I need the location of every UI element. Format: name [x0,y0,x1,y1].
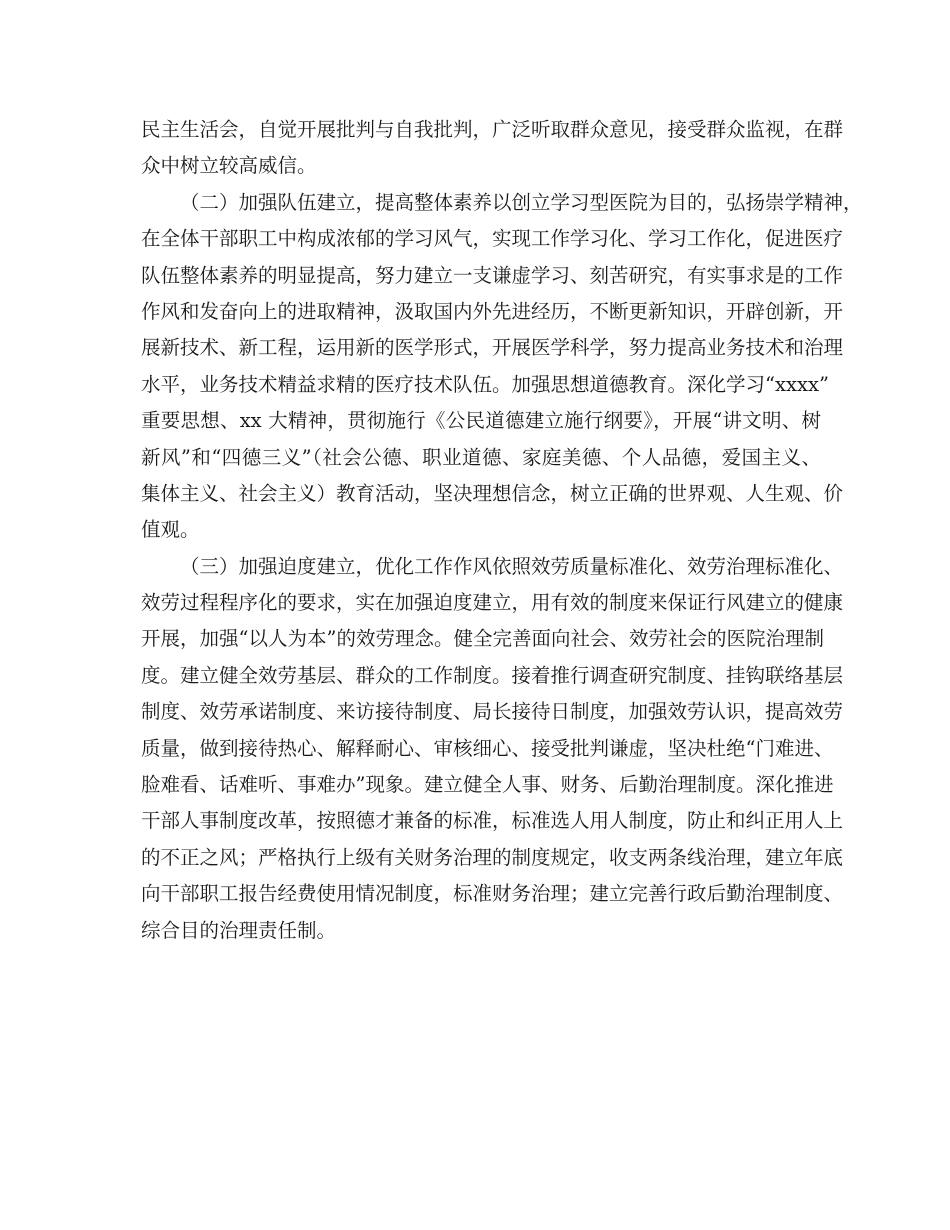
text-line: 新风”和“四德三义”（社会公德、职业道德、家庭美德、个人品德，爱国主义、 [141,445,821,469]
text-line: 集体主义、社会主义）教育活动，坚决理想信念，树立正确的世界观、人生观、价 [141,481,844,505]
text-line: 效劳过程程序化的要求，实在加强迫度建立，用有效的制度来保证行风建立的健康 [141,591,844,615]
text-line: 作风和发奋向上的进取精神，汲取国内外先进经历，不断更新知识，开辟创新，开 [141,299,844,323]
text-line: 质量，做到接待热心、解释耐心、审核细心、接受批判谦虚，坚决杜绝“门难进、 [141,736,834,760]
text-line: 在全体干部职工中构成浓郁的学习风气，实现工作学习化、学习工作化，促进医疗 [141,227,844,251]
paragraph-1 [141,112,844,185]
text-line: 干部人事制度改革，按照德才兼备的标准，标准选人用人制度，防止和纠正用人上 [141,809,844,833]
text-line: 重要思想、xx 大精神，贯彻施行《公民道德建立施行纲要》，开展“讲文明、树 [141,409,821,433]
text-line: 制度、效劳承诺制度、来访接待制度、局长接待日制度，加强效劳认识，提高效劳 [141,700,844,724]
text-line: （三）加强迫度建立，优化工作作风依照效劳质量标准化、效劳治理标准化、 [180,554,844,578]
text-line: 综合目的治理责任制。 [141,918,337,942]
text-line: 众中树立较高威信。 [141,154,317,178]
text-line: 的不正之风；严格执行上级有关财务治理的制度规定，收支两条线治理，建立年底 [141,845,844,869]
paragraph-2 [141,185,863,549]
text-line: 民主生活会，自觉开展批判与自我批判，广泛听取群众意见，接受群众监视，在群 [141,118,844,141]
text-line: 向干部职工报告经费使用情况制度，标准财务治理；建立完善行政后勤治理制度、 [141,882,844,906]
text-line: 脸难看、话难听、事难办”现象。建立健全人事、财务、后勤治理制度。深化推进 [141,773,834,797]
text-line: （二）加强队伍建立，提高整体素养以创立学习型医院为目的，弘扬崇学精神， [180,190,863,214]
text-line: 展新技术、新工程，运用新的医学形式，开展医学科学，努力提高业务技术和治理 [141,336,844,360]
text-line: 开展，加强“以人为本”的效劳理念。健全完善面向社会、效劳社会的医院治理制 [141,627,824,651]
text-line: 队伍整体素养的明显提高，努力建立一支谦虚学习、刻苦研究，有实事求是的工作 [141,263,844,287]
paragraph-3 [141,549,844,949]
text-line: 水平，业务技术精益求精的医疗技术队伍。加强思想道德教育。深化学习“xxxx” [141,372,829,396]
text-line: 度。建立健全效劳基层、群众的工作制度。接着推行调查研究制度、挂钩联络基层 [141,663,844,687]
text-line: 值观。 [141,518,200,542]
document-body [141,112,863,949]
